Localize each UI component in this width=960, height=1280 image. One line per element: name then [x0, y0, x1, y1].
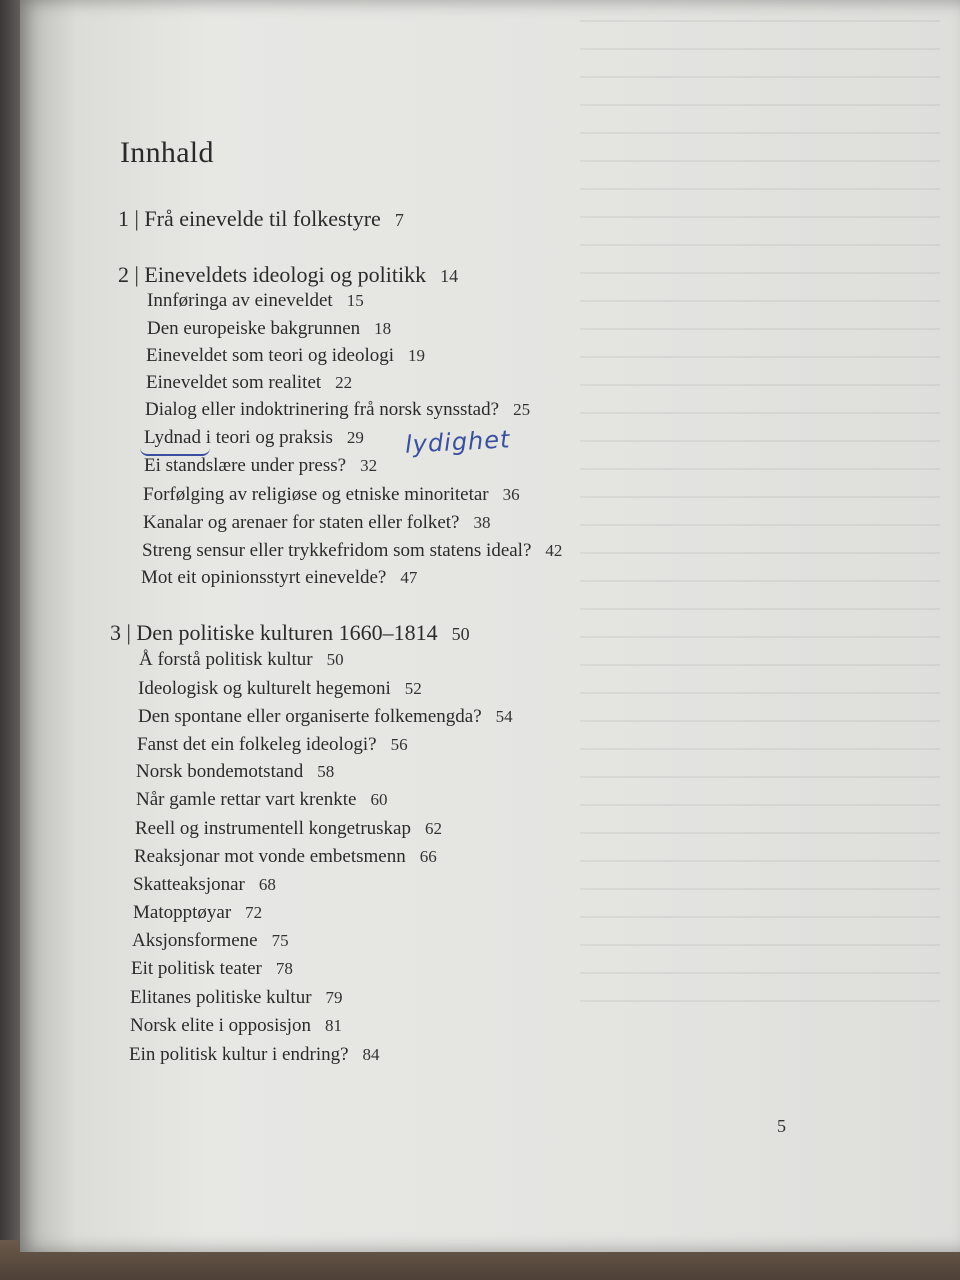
toc-entry	[144, 427, 364, 449]
toc-entry	[129, 1044, 380, 1066]
toc-entry	[146, 345, 425, 367]
toc-page-number: 78	[275, 959, 293, 978]
toc-page-number: 66	[419, 847, 437, 866]
toc-chapter-1	[118, 206, 404, 232]
toc-entry	[146, 372, 352, 394]
toc-entry-label: Ein politisk kultur i endring?	[129, 1044, 349, 1065]
handwritten-annotation: lydighet	[404, 425, 512, 459]
show-through-text	[580, 20, 940, 1020]
toc-page-number: 75	[271, 931, 289, 950]
toc-entry-label: Den spontane eller organiserte folkemengda?	[138, 706, 482, 727]
toc-entry	[139, 649, 344, 671]
toc-entry	[138, 678, 422, 700]
toc-page-number: 47	[400, 568, 418, 587]
toc-entry	[144, 455, 377, 477]
toc-page-number: 38	[473, 513, 491, 532]
toc-page-number: 50	[326, 650, 344, 669]
toc-entry	[134, 846, 437, 868]
toc-chapter-label: 1 | Frå einevelde til folkestyre	[118, 206, 381, 231]
toc-page-number: 32	[360, 456, 378, 475]
toc-entry	[133, 874, 276, 896]
toc-entry	[138, 706, 513, 728]
toc-entry-label: Eit politisk teater	[131, 958, 262, 979]
toc-chapter-label: 3 | Den politiske kulturen 1660–1814	[110, 620, 438, 645]
toc-page-number: 52	[404, 679, 422, 698]
toc-page-number: 29	[346, 428, 364, 447]
toc-entry-label: Ei standslære under press?	[144, 455, 347, 476]
toc-page-number: 42	[545, 541, 563, 560]
toc-entry-label: Reell og instrumentell kongetruskap	[135, 818, 411, 839]
toc-entry-label: Streng sensur eller trykkefridom som statens ideal?	[142, 540, 532, 561]
toc-page-number: 84	[362, 1045, 380, 1064]
toc-entry-label: Når gamle rettar vart krenkte	[136, 789, 357, 810]
toc-entry-label: Matopptøyar	[133, 902, 232, 923]
toc-entry-label: Eineveldet som realitet	[146, 372, 322, 393]
toc-page-number: 18	[374, 319, 392, 338]
toc-chapter-2	[118, 262, 458, 288]
toc-entry	[131, 958, 293, 980]
toc-page-number: 7	[394, 210, 404, 230]
toc-page-number: 14	[440, 266, 459, 286]
toc-entry-label: Forfølging av religiøse og etniske minoritetar	[143, 484, 489, 505]
toc-page-number: 68	[258, 875, 276, 894]
toc-entry-label: Skatteaksjonar	[133, 874, 245, 895]
toc-entry	[130, 1015, 342, 1037]
toc-entry-label: Dialog eller indoktrinering frå norsk synsstad?	[145, 399, 500, 420]
toc-entry	[142, 540, 562, 562]
toc-entry-label: Reaksjonar mot vonde embetsmenn	[134, 846, 406, 867]
toc-entry-label: Norsk elite i opposisjon	[130, 1015, 312, 1036]
toc-entry	[141, 567, 417, 589]
toc-page-number: 62	[424, 819, 442, 838]
toc-entry	[147, 318, 391, 340]
toc-entry	[143, 512, 491, 534]
toc-entry	[143, 484, 520, 506]
toc-page-number: 72	[245, 903, 263, 922]
toc-page-number: 58	[317, 762, 335, 781]
toc-entry-label: Norsk bondemotstand	[136, 761, 304, 782]
toc-entry-label: Eineveldet som teori og ideologi	[146, 345, 395, 366]
toc-entry-label: Ideologisk og kulturelt hegemoni	[138, 678, 391, 699]
toc-entry-label: Elitanes politiske kultur	[130, 987, 312, 1008]
toc-page-number: 25	[513, 400, 531, 419]
toc-chapter-label: 2 | Eineveldets ideologi og politikk	[118, 262, 427, 287]
toc-page-number: 81	[325, 1016, 343, 1035]
toc-entry	[133, 902, 262, 924]
toc-page-number: 50	[451, 624, 470, 644]
toc-entry-label: Kanalar og arenaer for staten eller folket?	[143, 512, 460, 533]
toc-entry	[132, 930, 289, 952]
toc-entry-label: Å forstå politisk kultur	[139, 649, 313, 670]
toc-entry-label: Aksjonsformene	[132, 930, 258, 951]
toc-chapter-3	[110, 620, 470, 646]
toc-page-number: 15	[346, 291, 364, 310]
toc-entry	[136, 761, 334, 783]
toc-entry-label: Lydnad i teori og praksis	[144, 427, 333, 448]
toc-entry	[136, 789, 388, 811]
toc-page-number: 60	[370, 790, 388, 809]
toc-page-number: 54	[495, 707, 513, 726]
toc-entry-label: Innføringa av eineveldet	[147, 290, 333, 311]
toc-page-number: 79	[325, 988, 343, 1007]
toc-entry	[137, 734, 408, 756]
toc-entry	[145, 399, 530, 421]
page-title: Innhald	[120, 136, 214, 169]
toc-entry-label: Den europeiske bakgrunnen	[147, 318, 361, 339]
toc-entry-label: Fanst det ein folkeleg ideologi?	[137, 734, 377, 755]
toc-page-number: 56	[390, 735, 408, 754]
toc-page-number: 36	[502, 485, 520, 504]
toc-page-number: 22	[335, 373, 353, 392]
toc-entry-label: Mot eit opinionsstyrt einevelde?	[141, 567, 387, 588]
toc-entry	[135, 818, 442, 840]
page-folio-number: 5	[777, 1116, 786, 1136]
toc-entry	[130, 987, 343, 1009]
toc-entry	[147, 290, 364, 312]
toc-page-number: 19	[408, 346, 426, 365]
